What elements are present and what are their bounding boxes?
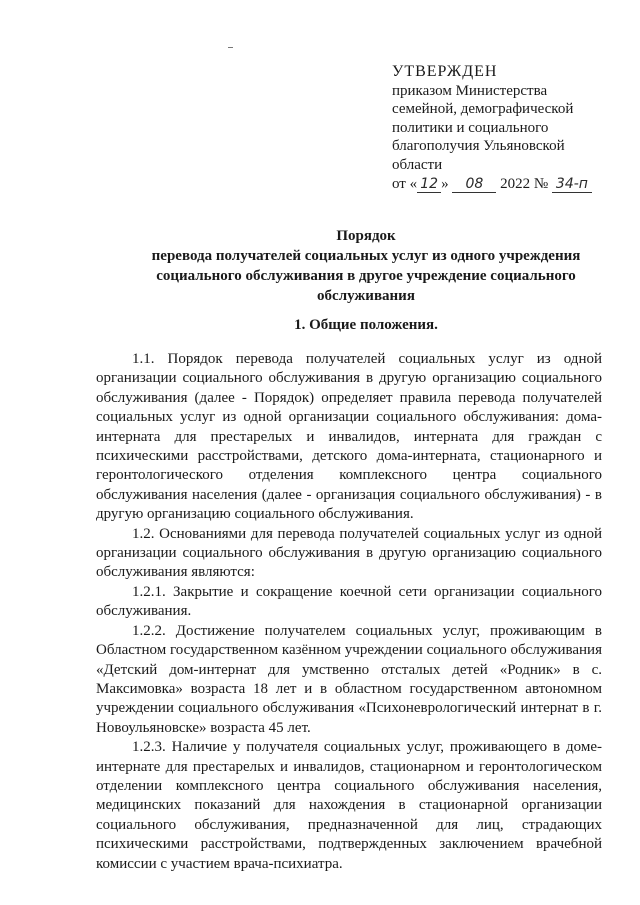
approval-stamp-block	[392, 63, 632, 193]
paragraph: 1.2. Основаниями для перевода получателей социальных услуг из одной организации социального обслуживания в другую организацию социального обслуживания являются:	[96, 525, 602, 581]
handwritten-month: 08	[452, 177, 496, 193]
paragraph: 1.1. Порядок перевода получателей социальных услуг из одной организации социального обслуживания в другую организацию социального обслуживания (далее - Порядок) определяет правила перевода получателей социальных услуг из одной организации социального обслуживания: дома-интерната для престарелых и инвалидов, интерната для граждан с психическими расстройствами, детского дома-интерната, стационарного и геронтологического отделения комплексного центра социального обслуживания населения (далее - организация социального обслуживания) - в другую организацию социального обслуживания.	[96, 351, 602, 523]
section-body	[96, 350, 602, 874]
title-line: перевода получателей социальных услуг из одного учреждения	[151, 248, 581, 264]
approval-line: политики и социального	[392, 119, 549, 136]
title-line: обслуживания	[317, 288, 415, 304]
date-prefix: от «	[392, 175, 418, 192]
paragraph: 1.2.1. Закрытие и сокращение коечной сети организации социального обслуживания.	[96, 583, 602, 620]
title-line: Порядок	[336, 228, 396, 244]
handwritten-day: 12	[417, 177, 441, 193]
approval-line: семейной, демографической	[392, 101, 574, 118]
handwritten-order-number: 34-п	[552, 177, 592, 193]
year-and-number-label: 2022 №	[500, 175, 549, 192]
approval-line: приказом Министерства	[392, 82, 548, 99]
section-heading: 1. Общие положения.	[294, 317, 438, 333]
approval-line: благополучия Ульяновской	[392, 138, 565, 155]
paragraph: 1.2.3. Наличие у получателя социальных услуг, проживающего в доме-интернате для престарелых и инвалидов, стационарном и геронтологическом отделении комплексного центра социального обслуживания населения, медицинских показаний для нахождения в стационарной организации социального обслуживания, предназначенной для лиц, страдающих психическими расстройствами, подтвержденных заключением врачебной комиссии с участием врача-психиатра.	[96, 739, 602, 872]
order-date-line	[392, 175, 632, 194]
paragraph: 1.2.2. Достижение получателем социальных услуг, проживающим в Областном государственном казённом учреждении социального обслуживания «Детский дом-интернат для умственно отсталых детей «Родник» в с. Максимовка» возраста 18 лет и в областном государственном автономном учреждении социального обслуживания «Психоневрологический интернат в г. Новоульяновске» возраста 45 лет.	[96, 622, 602, 736]
approval-heading: УТВЕРЖДЕН	[392, 63, 498, 80]
scan-speck	[228, 47, 233, 48]
document-title	[92, 226, 640, 306]
title-line: социального обслуживания в другое учреждение социального	[156, 268, 576, 284]
date-mid: »	[441, 175, 449, 192]
approval-line: области	[392, 156, 443, 173]
